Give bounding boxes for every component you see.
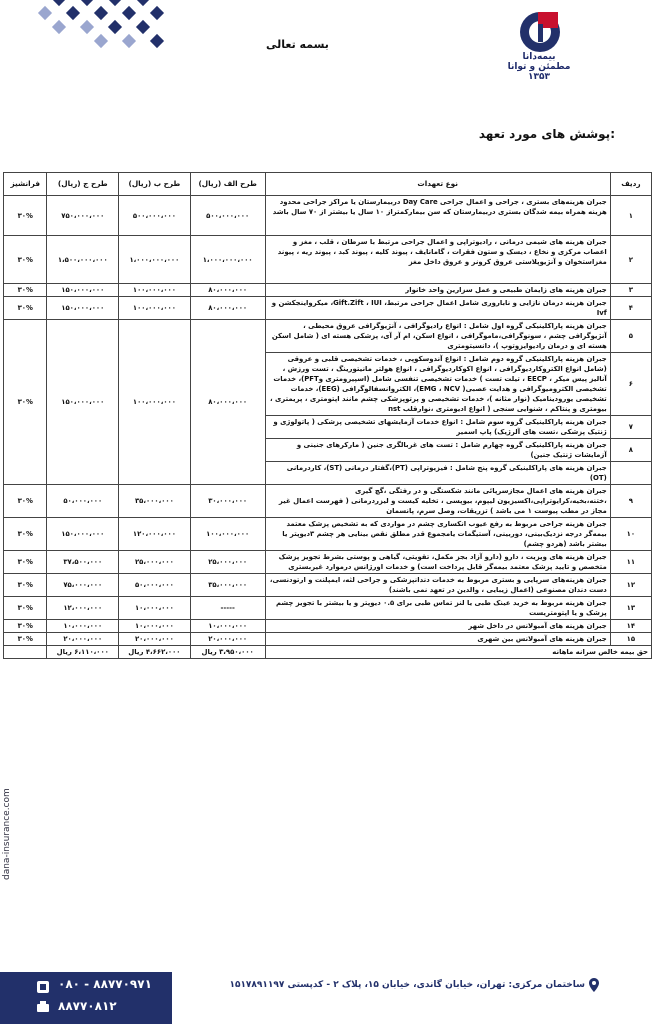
row-description: جبران هزینه پاراکلینیکی گروه دوم شامل : انواع آندوسکوپی ، خدمات تشخیصی قلبی و عروقی (شامل انواع الکتروکاردیوگرافی ، انواع اکوکاردیوگرافی ، انواع هولتر مانیتورینگ ، تست ورزش ، آنالیز پیس میکر ، EECP ، تیلت تست ) خدمات تشخیصی تنفسی شامل (اسپیرومتری وPFT)، خدمات تشخیصی الکترومیوگرافی و هدایت عصبی( EMG ، NCV)، الکتروانسفالوگرافی (EEG)، خدمات تشخیصی یورودینامیک (نوار مثانه )، خدمات تشخیصی و پرتوپزشکی چشم مانند اپتومتری ، پریمتری ، بیومتری و پنتاکم ، شنوایی سنجی ( انواع ادیومتری ،نوارقلب nst [265,353,610,416]
row-description: جبران هزینه های اعمال مجازسرپائی مانند شکستگی و در رفتگی ،گچ گیری ،ختنه،بخیه،کرایوتراپی،اکسیزیون لیپوم، بیوپسی ، تخلیه کیست و لیزردرمانی ( فهرست اعمال غیر مجاز در مطب پیوست ۱ می باشد ) تزریقات، وصل سرم، پانسمان [265,485,610,518]
table-row [4,196,652,236]
plan-c-value: ۱۰،۰۰۰،۰۰۰ [47,620,119,633]
premium-franchise-empty [4,646,47,659]
franchise-value: ۳۰% [4,297,47,320]
row-description: جبران هزینه های ویزیت ، دارو (دارو آزاد بجز مکمل، تقویتی، گیاهی و پوستی بشرط تجویز پزشک متخصص و تایید پزشک معتمد بیمه‌گر قابل پرداخت است) و خدمات اورژانس درموارد غیربستری [265,551,610,574]
plan-b-value: ۵۰،۰۰۰،۰۰۰ [119,574,191,597]
table-row [4,236,652,284]
header-plan-c: طرح ج (ریال) [47,173,119,196]
phone-number-1[interactable]: ۰۸۰ - ۸۸۷۷۰۹۷۱ [58,977,152,991]
row-description: جبران هزینه پاراکلینیکی گروه اول شامل : انواع رادیوگرافی ، آنژیوگرافی عروق محیطی ، آنژیوگرافی چشم ، سونوگرافی،ماموگرافی ، انواع اسکن، ام آر آی، پزشکی هسته ای ( شامل اسکن هسته ای و درمان رادیوایزوتوپ )، دانسیتومتری [265,320,610,353]
basmala: بسمه تعالی [266,38,329,51]
premium-plan-b: ۴،۶۶۲،۰۰۰ ریال [119,646,191,659]
row-number: ۱۱ [610,551,651,574]
phone-icon [36,980,50,994]
row-number: ۱۴ [610,620,651,633]
premium-row [4,646,652,659]
logo-caption [507,52,571,82]
row-number: ۱۵ [610,633,651,646]
row-number: ۸ [610,439,651,462]
franchise-value: ۳۰% [4,196,47,236]
franchise-value: ۳۰% [4,633,47,646]
phone-number-2[interactable]: ۸۸۷۷۰۸۱۲ [58,999,117,1013]
plan-c-value: ۱۵۰،۰۰۰،۰۰۰ [47,297,119,320]
franchise-value: ۳۰% [4,551,47,574]
plan-a-value: ۸۰،۰۰۰،۰۰۰ [190,284,265,297]
plan-b-value: ۵۰۰،۰۰۰،۰۰۰ [119,196,191,236]
table-row [4,633,652,646]
plan-c-value: ۲۰،۰۰۰،۰۰۰ [47,633,119,646]
franchise-value: ۳۰% [4,620,47,633]
row-number: ۶ [610,353,651,416]
premium-label: حق بیمه خالص سرانه ماهانه [265,646,651,659]
row-number: ۲ [610,236,651,284]
coverage-table [3,172,652,659]
head-office-address [229,980,585,990]
table-row [4,485,652,518]
logo-name: بیمه‌دانا [522,52,556,62]
row-description: جبران هزینه درمان نازایی و ناباروری شامل اعمال جراحی مرتبط، Gift.Zift ، IUI، میکرواینجکشن و Ivf [265,297,610,320]
phone-panel [0,972,172,1024]
section-title: پوشش های مورد تعهد: [478,127,615,141]
row-description: جبران هزینه مربوط به خرید عینک طبی یا لنز تماس طبی برای ۰.۵ دیوپتر و یا بیشتر با تجویز چشم پزشک و یا اپتومتریست [265,597,610,620]
paraclinic-plan-c-value: ۱۵۰،۰۰۰،۰۰۰ [47,320,119,485]
plan-c-value: ۷۵،۰۰۰،۰۰۰ [47,574,119,597]
franchise-value: ۳۰% [4,518,47,551]
location-pin-icon [589,978,599,992]
plan-c-value: ۱،۵۰۰،۰۰۰،۰۰۰ [47,236,119,284]
plan-a-value: ۱۰۰،۰۰۰،۰۰۰ [190,518,265,551]
header-franchise: فرانشیز [4,173,47,196]
plan-b-value: ۱،۰۰۰،۰۰۰،۰۰۰ [119,236,191,284]
table-row [4,297,652,320]
row-number [610,462,651,485]
plan-c-value: ۷۵۰،۰۰۰،۰۰۰ [47,196,119,236]
plan-b-value: ۲۰،۰۰۰،۰۰۰ [119,633,191,646]
table-row [4,284,652,297]
plan-c-value: ۳۷،۵۰۰،۰۰۰ [47,551,119,574]
franchise-value: ۳۰% [4,485,47,518]
row-number: ۳ [610,284,651,297]
row-number: ۹ [610,485,651,518]
paraclinic-plan-a-value: ۸۰،۰۰۰،۰۰۰ [190,320,265,485]
fax-icon [36,1000,50,1014]
logo-tagline: مطمئن و توانا [507,62,571,72]
plan-b-value: ۱۰۰،۰۰۰،۰۰۰ [119,284,191,297]
row-number: ۵ [610,320,651,353]
header-plan-b: طرح ب (ریال) [119,173,191,196]
table-header-row [4,173,652,196]
plan-b-value: ۱۰۰،۰۰۰،۰۰۰ [119,297,191,320]
plan-c-value: ۱۲،۰۰۰،۰۰۰ [47,597,119,620]
row-description: جبران هزینه های زایمان طبیعی و عمل سزارین واحد خانوار [265,284,610,297]
paraclinic-franchise-value: ۳۰% [4,320,47,485]
plan-a-value: ۳۰،۰۰۰،۰۰۰ [190,485,265,518]
plan-b-value: ۱۰،۰۰۰،۰۰۰ [119,620,191,633]
franchise-value: ۳۰% [4,236,47,284]
address-text: تهران، خیابان گاندی، خیابان ۱۵، پلاک ۲ - کدپستی ۱۵۱۷۸۹۱۱۹۷ [229,980,506,990]
website-url[interactable]: dana-insurance.com [2,788,12,880]
paraclinic-plan-b-value: ۱۰۰،۰۰۰،۰۰۰ [119,320,191,485]
logo-year: ۱۳۵۳ [528,72,550,82]
plan-a-value: ۱۰،۰۰۰،۰۰۰ [190,620,265,633]
plan-a-value: ۵۰۰،۰۰۰،۰۰۰ [190,196,265,236]
row-description: جبران هزینه پاراکلینیکی گروه چهارم شامل : تست های غربالگری جنین ( مارکرهای جنینی و آزمایشات ژنتیک جنین) [265,439,610,462]
plan-a-value: ۳۵،۰۰۰،۰۰۰ [190,574,265,597]
address-label: ساختمان مرکزی: [508,980,585,990]
premium-plan-a: ۳،۹۵۰،۰۰۰ ریال [190,646,265,659]
plan-c-value: ۱۵۰،۰۰۰،۰۰۰ [47,518,119,551]
row-description: جبران هزینه های پاراکلینیکی گروه پنج شامل : فیزیوتراپی (PT)،گفتار درمانی (ST)، کاردرمانی (OT) [265,462,610,485]
header-type: نوع تعهدات [265,173,610,196]
row-number: ۱ [610,196,651,236]
row-number: ۱۳ [610,597,651,620]
header-plan-a: طرح الف (ریال) [190,173,265,196]
plan-c-value: ۱۵۰،۰۰۰،۰۰۰ [47,284,119,297]
plan-b-value: ۳۵،۰۰۰،۰۰۰ [119,485,191,518]
row-number: ۱۰ [610,518,651,551]
table-row [4,620,652,633]
decorative-mosaic [24,0,174,58]
plan-a-value: ۱،۰۰۰،۰۰۰،۰۰۰ [190,236,265,284]
row-description: جبران هزینه پاراکلینیکی گروه سوم شامل : انواع خدمات آزمایشهای تشخیصی پزشکی ( پاتولوژی و ژنتیک پزشکی ،تست های آلرژیک) پاپ اسمیر [265,416,610,439]
table-row [4,320,652,353]
plan-a-value: ----- [190,597,265,620]
plan-a-value: ۲۵،۰۰۰،۰۰۰ [190,551,265,574]
row-number: ۴ [610,297,651,320]
row-number: ۱۲ [610,574,651,597]
plan-b-value: ۱۰،۰۰۰،۰۰۰ [119,597,191,620]
header-row-number: ردیف [610,173,651,196]
table-row [4,597,652,620]
plan-b-value: ۱۲۰،۰۰۰،۰۰۰ [119,518,191,551]
franchise-value: ۳۰% [4,284,47,297]
franchise-value: ۳۰% [4,597,47,620]
franchise-value: ۳۰% [4,574,47,597]
row-description: جبران هزینه‌های سرپایی و بستری مربوط به خدمات دندانپزشکی و جراحی لثه، ایمپلنت و ارتودنسی، دست دندان مصنوعی (اعمال زیبایی ، والدین در تعهد نمی باشند) [265,574,610,597]
plan-a-value: ۸۰،۰۰۰،۰۰۰ [190,297,265,320]
row-number: ۷ [610,416,651,439]
row-description: جبران هزینه جراحی مربوط به رفع عیوب انکساری چشم در مواردی که به تشخیص پزشک معتمد بیمه‌گر درجه نزدیک‌بینی، دوربینی، آستیگمات یامجموع قدر مطلق نقص بینایی هر چشم ۳دیوپتر یا بیشتر باشد (هردو چشم) [265,518,610,551]
row-description: جبران هزینه های شیمی درمانی ، رادیوتراپی و اعمال جراحی مرتبط با سرطان ، قلب ، مغز و اعصاب مرکزی و نخاع ، دیسک و ستون فقرات ، گامانایف ، پیوند کلیه ، پیوند کبد ، پیوند ریه ، پیوند مغزاستخوان و آنژیوپلاستی عروق کرونر و عروق داخل مغز [265,236,610,284]
row-description: جبران هزینه‌های بستری ، جراحی و اعمال جراحی Day Care دربیمارستان یا مراکز جراحی محدود هزینه همراه بیمه شدگان بستری دربیمارستان که سن بیمارکمتراز ۱۰ سال یا بیشتر از ۷۰ سال باشد [265,196,610,236]
plan-b-value: ۲۵،۰۰۰،۰۰۰ [119,551,191,574]
premium-plan-c: ۶،۱۱۰،۰۰۰ ریال [47,646,119,659]
row-description: جبران هزینه های آمبولانس در داخل شهر [265,620,610,633]
plan-a-value: ۲۰،۰۰۰،۰۰۰ [190,633,265,646]
table-row [4,518,652,551]
table-row [4,574,652,597]
table-row [4,551,652,574]
plan-c-value: ۵۰،۰۰۰،۰۰۰ [47,485,119,518]
row-description: جبران هزینه های آمبولانس بین شهری [265,633,610,646]
